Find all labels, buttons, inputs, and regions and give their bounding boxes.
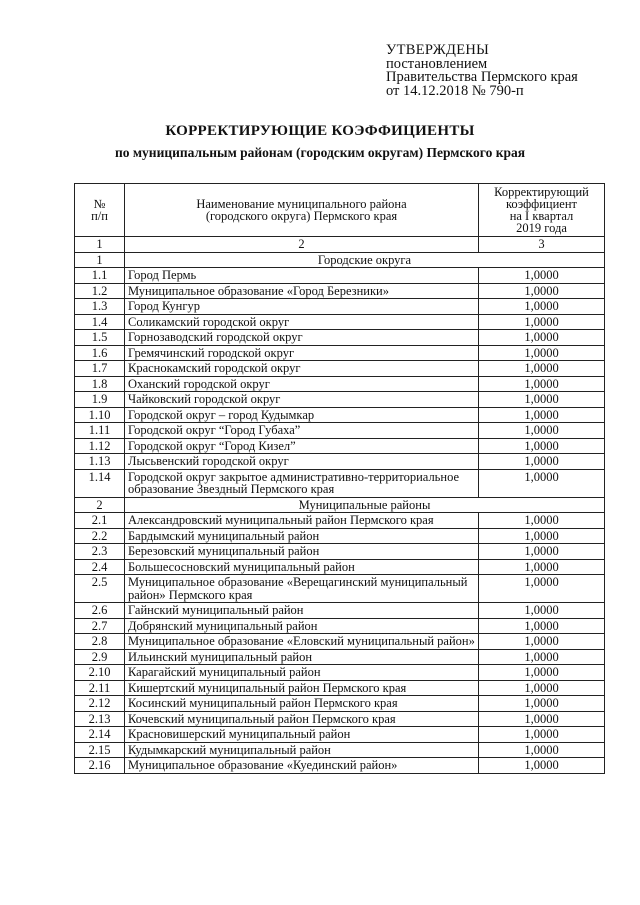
row-number: 1.8 bbox=[75, 376, 125, 392]
header-text: коэффициент bbox=[505, 197, 578, 211]
index-row bbox=[75, 237, 605, 253]
header-number bbox=[75, 184, 125, 237]
row-name: Городской округ “Город Кизел” bbox=[125, 438, 479, 454]
row-name: Красновишерский муниципальный район bbox=[125, 727, 479, 743]
table-row bbox=[75, 575, 605, 603]
header-coefficient bbox=[479, 184, 605, 237]
row-value: 1,0000 bbox=[479, 603, 605, 619]
row-name: Карагайский муниципальный район bbox=[125, 665, 479, 681]
table-row bbox=[75, 407, 605, 423]
row-value: 1,0000 bbox=[479, 696, 605, 712]
row-name: Муниципальное образование «Куединский район» bbox=[125, 758, 479, 774]
row-name: Город Кунгур bbox=[125, 299, 479, 315]
row-value: 1,0000 bbox=[479, 649, 605, 665]
index-cell: 1 bbox=[75, 237, 125, 253]
row-value: 1,0000 bbox=[479, 345, 605, 361]
approval-stamp bbox=[386, 44, 578, 98]
row-name: Гайнский муниципальный район bbox=[125, 603, 479, 619]
table-row bbox=[75, 727, 605, 743]
row-value: 1,0000 bbox=[479, 665, 605, 681]
section-label: Городские округа bbox=[125, 252, 605, 268]
table-row bbox=[75, 423, 605, 439]
row-value: 1,0000 bbox=[479, 711, 605, 727]
row-value: 1,0000 bbox=[479, 438, 605, 454]
row-name: Город Пермь bbox=[125, 268, 479, 284]
row-name: Городской округ закрытое административно-территориальное образование Звездный Пермского края bbox=[125, 469, 479, 497]
row-value: 1,0000 bbox=[479, 330, 605, 346]
row-number: 1.3 bbox=[75, 299, 125, 315]
row-number: 2.10 bbox=[75, 665, 125, 681]
row-value: 1,0000 bbox=[479, 528, 605, 544]
row-number: 2.4 bbox=[75, 559, 125, 575]
row-number: 2.6 bbox=[75, 603, 125, 619]
table-row bbox=[75, 680, 605, 696]
section-number: 2 bbox=[75, 497, 125, 513]
row-value: 1,0000 bbox=[479, 727, 605, 743]
row-name: Чайковский городской округ bbox=[125, 392, 479, 408]
coefficients-table bbox=[74, 183, 605, 774]
row-number: 1.14 bbox=[75, 469, 125, 497]
row-number: 1.7 bbox=[75, 361, 125, 377]
row-name: Кишертский муниципальный район Пермского края bbox=[125, 680, 479, 696]
row-name: Добрянский муниципальный район bbox=[125, 618, 479, 634]
row-name: Городской округ “Город Губаха” bbox=[125, 423, 479, 439]
table-row bbox=[75, 544, 605, 560]
row-number: 1.11 bbox=[75, 423, 125, 439]
row-name: Оханский городской округ bbox=[125, 376, 479, 392]
header-text: на I квартал bbox=[509, 209, 574, 223]
row-number: 1.10 bbox=[75, 407, 125, 423]
row-value: 1,0000 bbox=[479, 758, 605, 774]
table-row bbox=[75, 376, 605, 392]
table-row bbox=[75, 618, 605, 634]
row-name: Лысьвенский городской округ bbox=[125, 454, 479, 470]
row-name: Березовский муниципальный район bbox=[125, 544, 479, 560]
header-text: № bbox=[93, 197, 106, 211]
row-number: 2.12 bbox=[75, 696, 125, 712]
row-number: 1.4 bbox=[75, 314, 125, 330]
table-row bbox=[75, 665, 605, 681]
table-row bbox=[75, 454, 605, 470]
document-subtitle: по муниципальным районам (городским округам) Пермского края bbox=[114, 145, 526, 160]
row-name: Бардымский муниципальный район bbox=[125, 528, 479, 544]
row-value: 1,0000 bbox=[479, 283, 605, 299]
table-row bbox=[75, 345, 605, 361]
header-text: Наименование муниципального района bbox=[196, 197, 407, 211]
table-body bbox=[75, 237, 605, 774]
index-cell: 2 bbox=[125, 237, 479, 253]
document-title: КОРРЕКТИРУЮЩИЕ КОЭФФИЦИЕНТЫ bbox=[165, 123, 475, 139]
row-number: 2.13 bbox=[75, 711, 125, 727]
table-row bbox=[75, 392, 605, 408]
row-value: 1,0000 bbox=[479, 575, 605, 603]
row-number: 2.15 bbox=[75, 742, 125, 758]
row-name: Кочевский муниципальный район Пермского края bbox=[125, 711, 479, 727]
table-row bbox=[75, 469, 605, 497]
row-number: 2.9 bbox=[75, 649, 125, 665]
row-name: Горнозаводский городской округ bbox=[125, 330, 479, 346]
index-cell: 3 bbox=[479, 237, 605, 253]
row-name: Александровский муниципальный район Пермского края bbox=[125, 513, 479, 529]
header-text: 2019 года bbox=[516, 221, 567, 235]
row-name: Соликамский городской округ bbox=[125, 314, 479, 330]
table-row bbox=[75, 696, 605, 712]
row-value: 1,0000 bbox=[479, 268, 605, 284]
row-value: 1,0000 bbox=[479, 544, 605, 560]
row-name: Ильинский муниципальный район bbox=[125, 649, 479, 665]
row-number: 1.1 bbox=[75, 268, 125, 284]
table-header-row bbox=[75, 184, 605, 237]
row-value: 1,0000 bbox=[479, 299, 605, 315]
approval-title: УТВЕРЖДЕНЫ bbox=[386, 42, 490, 58]
table-row bbox=[75, 742, 605, 758]
approval-line: постановлением bbox=[386, 55, 488, 72]
row-number: 2.5 bbox=[75, 575, 125, 603]
row-number: 2.3 bbox=[75, 544, 125, 560]
row-number: 2.1 bbox=[75, 513, 125, 529]
row-value: 1,0000 bbox=[479, 742, 605, 758]
header-name bbox=[125, 184, 479, 237]
section-label: Муниципальные районы bbox=[125, 497, 605, 513]
row-value: 1,0000 bbox=[479, 454, 605, 470]
table-row bbox=[75, 559, 605, 575]
table-row bbox=[75, 438, 605, 454]
row-value: 1,0000 bbox=[479, 513, 605, 529]
table-row bbox=[75, 330, 605, 346]
header-text: п/п bbox=[91, 209, 108, 223]
row-value: 1,0000 bbox=[479, 618, 605, 634]
row-value: 1,0000 bbox=[479, 392, 605, 408]
section-number: 1 bbox=[75, 252, 125, 268]
row-value: 1,0000 bbox=[479, 361, 605, 377]
row-number: 2.8 bbox=[75, 634, 125, 650]
row-name: Гремячинский городской округ bbox=[125, 345, 479, 361]
header-text: Корректирующий bbox=[494, 185, 589, 199]
row-number: 2.7 bbox=[75, 618, 125, 634]
row-number: 2.14 bbox=[75, 727, 125, 743]
row-value: 1,0000 bbox=[479, 376, 605, 392]
section-row bbox=[75, 252, 605, 268]
table-row bbox=[75, 361, 605, 377]
row-name: Городской округ – город Кудымкар bbox=[125, 407, 479, 423]
row-number: 2.11 bbox=[75, 680, 125, 696]
row-name: Муниципальное образование «Город Березники» bbox=[125, 283, 479, 299]
row-name: Муниципальное образование «Еловский муниципальный район» bbox=[125, 634, 479, 650]
header-text: (городского округа) Пермского края bbox=[205, 209, 398, 223]
table-row bbox=[75, 603, 605, 619]
approval-date: от 14.12.2018 № 790-п bbox=[386, 82, 524, 99]
row-value: 1,0000 bbox=[479, 469, 605, 497]
table-row bbox=[75, 649, 605, 665]
table-row bbox=[75, 299, 605, 315]
row-number: 1.13 bbox=[75, 454, 125, 470]
table-row bbox=[75, 314, 605, 330]
row-number: 2.16 bbox=[75, 758, 125, 774]
row-value: 1,0000 bbox=[479, 634, 605, 650]
row-number: 1.9 bbox=[75, 392, 125, 408]
row-number: 1.6 bbox=[75, 345, 125, 361]
table-row bbox=[75, 528, 605, 544]
row-number: 1.12 bbox=[75, 438, 125, 454]
row-name: Кудымкарский муниципальный район bbox=[125, 742, 479, 758]
section-row bbox=[75, 497, 605, 513]
row-number: 1.2 bbox=[75, 283, 125, 299]
row-value: 1,0000 bbox=[479, 407, 605, 423]
row-name: Косинский муниципальный район Пермского края bbox=[125, 696, 479, 712]
table-row bbox=[75, 268, 605, 284]
row-value: 1,0000 bbox=[479, 680, 605, 696]
approval-line: Правительства Пермского края bbox=[386, 69, 578, 85]
row-value: 1,0000 bbox=[479, 423, 605, 439]
row-name: Муниципальное образование «Верещагинский муниципальный район» Пермского края bbox=[125, 575, 479, 603]
table-row bbox=[75, 711, 605, 727]
table-row bbox=[75, 758, 605, 774]
table-row bbox=[75, 513, 605, 529]
table-row bbox=[75, 283, 605, 299]
row-value: 1,0000 bbox=[479, 559, 605, 575]
table-row bbox=[75, 634, 605, 650]
row-name: Краснокамский городской округ bbox=[125, 361, 479, 377]
row-name: Большесосновский муниципальный район bbox=[125, 559, 479, 575]
row-value: 1,0000 bbox=[479, 314, 605, 330]
row-number: 2.2 bbox=[75, 528, 125, 544]
row-number: 1.5 bbox=[75, 330, 125, 346]
